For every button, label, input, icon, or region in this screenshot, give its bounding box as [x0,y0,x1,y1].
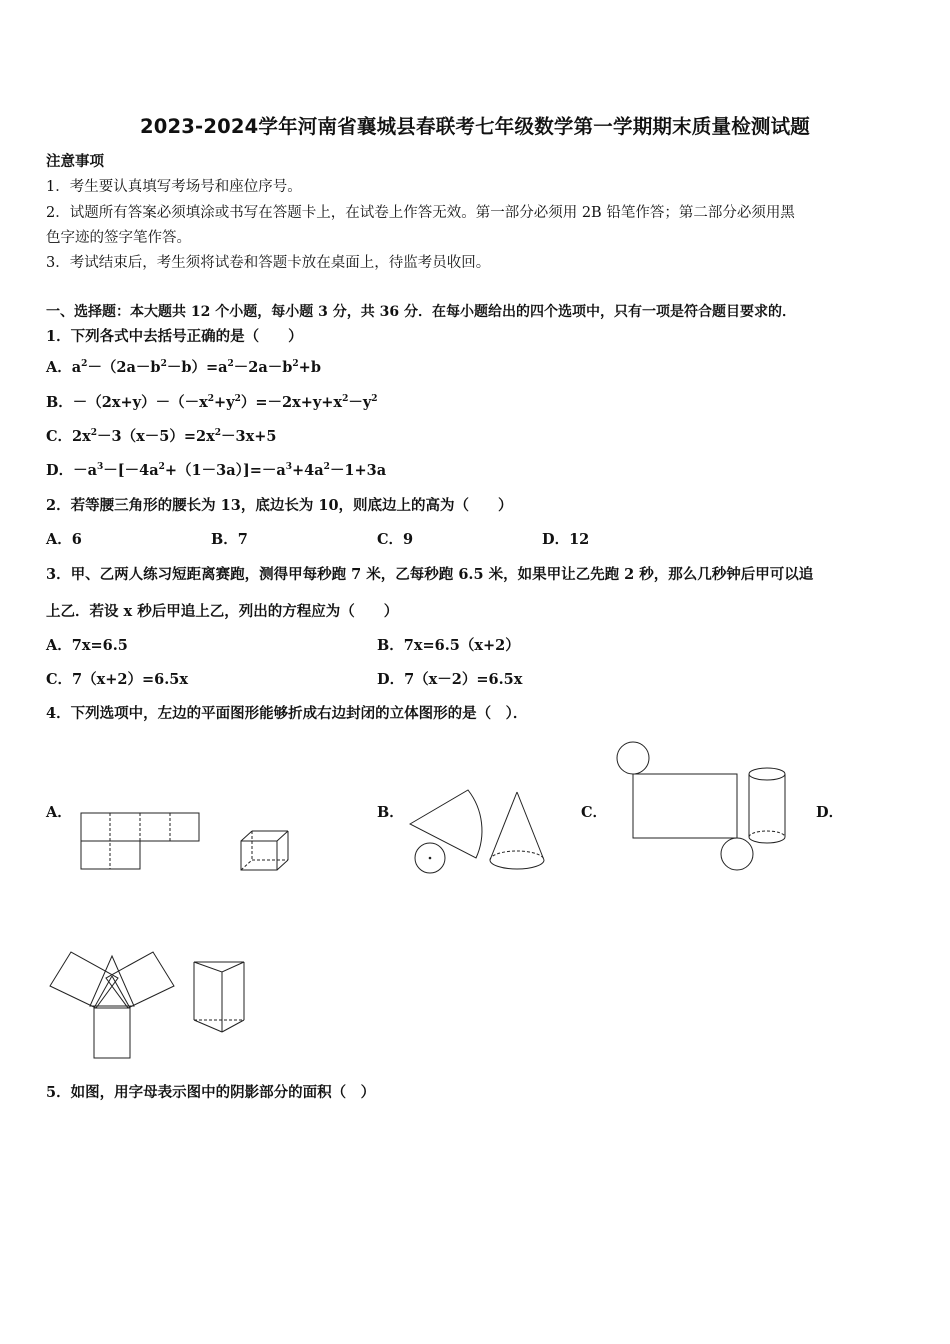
notice-item-1: 1．考生要认真填写考场号和座位序号。 [46,179,302,195]
q2-option-b: B．7 [211,531,248,548]
q4-stem: 4．下列选项中，左边的平面图形能够折成右边封闭的立体图形的是（ ）． [46,705,528,722]
q3-option-b: B．7x=6.5（x+2） [377,637,520,654]
q1-stem: 1．下列各式中去括号正确的是（ ） [46,328,303,345]
q3-option-a: A．7x=6.5 [46,637,128,654]
page-title: 2023-2024学年河南省襄城县春联考七年级数学第一学期期末质量检测试题 [139,115,811,138]
figure-c-net [616,741,756,873]
figure-d-prism [192,958,248,1036]
figure-b-cone [488,790,546,872]
figure-d-net [48,950,176,1060]
q2-stem: 2．若等腰三角形的腰长为 13，底边长为 10，则底边上的高为（ ） [46,497,513,514]
q3-option-c: C．7（x+2）=6.5x [46,671,189,688]
section-heading: 一、选择题：本大题共 12 个小题，每小题 3 分，共 36 分．在每小题给出的四个选项中，只有一项是符合题目要求的． [46,304,796,320]
notice-item-3: 3．考试结束后，考生须将试卷和答题卡放在桌面上，待监考员收回。 [46,255,491,271]
q2-option-a: A．6 [46,531,82,548]
q5-stem: 5．如图，用字母表示图中的阴影部分的面积（ ） [46,1084,376,1101]
q1-option-d: D．$-a^3-[-4a^2+(1-3a)]=-a^3+4a^2-1+3a$ [46,462,387,479]
q4-label-c: C． [581,804,608,821]
figure-a-net [80,812,200,872]
q3-option-d: D．7（x－2）=6.5x [377,671,523,688]
figure-c-cylinder [748,767,788,845]
q2-option-d: D．12 [542,531,590,548]
q4-label-d: D． [816,804,844,821]
q3-stem-line2: 上乙．若设 x 秒后甲追上乙，列出的方程应为（ ） [46,603,399,620]
q1-option-c: C．$2x^2-3(x-5)=2x^2-3x+5$ [46,428,277,445]
q1-option-b: B．$-(2x+y)-(-x^2+y^2)=-2x+y+x^2-y^2$ [46,394,378,411]
q2-option-c: C．9 [377,531,414,548]
notice-item-2: 2．试题所有答案必须填涂或书写在答题卡上，在试卷上作答无效。第一部分必须用 2B 铅笔作答；第二部分必须用黑 [46,205,795,221]
q4-label-b: B． [377,804,404,821]
notice-heading: 注意事项 [46,153,104,170]
q3-stem-line1: 3．甲、乙两人练习短距离赛跑，测得甲每秒跑 7 米，乙每秒跑 6.5 米，如果甲让乙先跑 2 秒，那么几秒钟后甲可以追 [46,566,814,583]
q1-option-a: A．$a^2-(2a-b^2-b)=a^2-2a-b^2+b$ [46,359,321,376]
figure-a-cube [240,830,290,872]
figure-b-net [406,788,486,876]
q4-label-a: A． [46,804,72,821]
notice-item-2-cont: 色字迹的签字笔作答。 [46,230,191,246]
